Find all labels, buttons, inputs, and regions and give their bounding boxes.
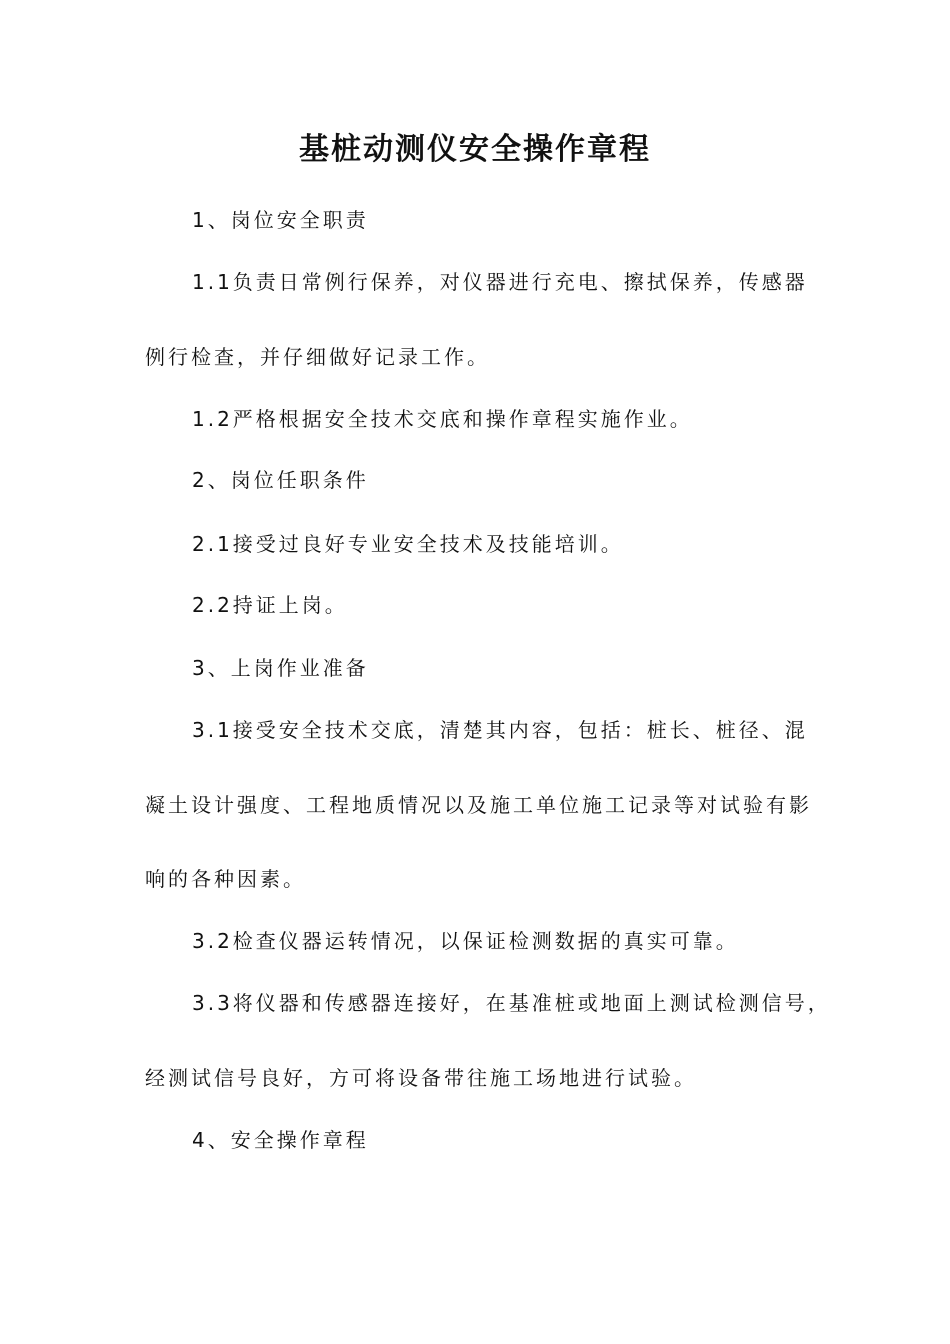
paragraph-1-2: 1.2严格根据安全技术交底和操作章程实施作业。 — [192, 407, 693, 431]
paragraph-3-3-continued: 经测试信号良好，方可将设备带往施工场地进行试验。 — [145, 1066, 697, 1090]
section-heading-4: 4、安全操作章程 — [192, 1128, 369, 1152]
paragraph-2-1: 2.1接受过良好专业安全技术及技能培训。 — [192, 532, 624, 556]
section-heading-1: 1、岗位安全职责 — [192, 208, 369, 232]
paragraph-2-2: 2.2持证上岗。 — [192, 593, 348, 617]
section-heading-3: 3、上岗作业准备 — [192, 656, 369, 680]
paragraph-3-1: 3.1接受安全技术交底，清楚其内容，包括：桩长、桩径、混 — [192, 718, 808, 742]
paragraph-3-3: 3.3将仪器和传感器连接好，在基准桩或地面上测试检测信号， — [192, 991, 831, 1015]
paragraph-3-1-continued-1: 凝土设计强度、工程地质情况以及施工单位施工记录等对试验有影 — [145, 793, 812, 817]
document-title: 基桩动测仪安全操作章程 — [299, 132, 651, 167]
section-heading-2: 2、岗位任职条件 — [192, 468, 369, 492]
paragraph-1-1: 1.1负责日常例行保养，对仪器进行充电、擦拭保养，传感器 — [192, 270, 808, 294]
paragraph-3-1-continued-2: 响的各种因素。 — [145, 867, 306, 891]
paragraph-3-2: 3.2检查仪器运转情况，以保证检测数据的真实可靠。 — [192, 929, 739, 953]
paragraph-1-1-continued: 例行检查，并仔细做好记录工作。 — [145, 345, 490, 369]
